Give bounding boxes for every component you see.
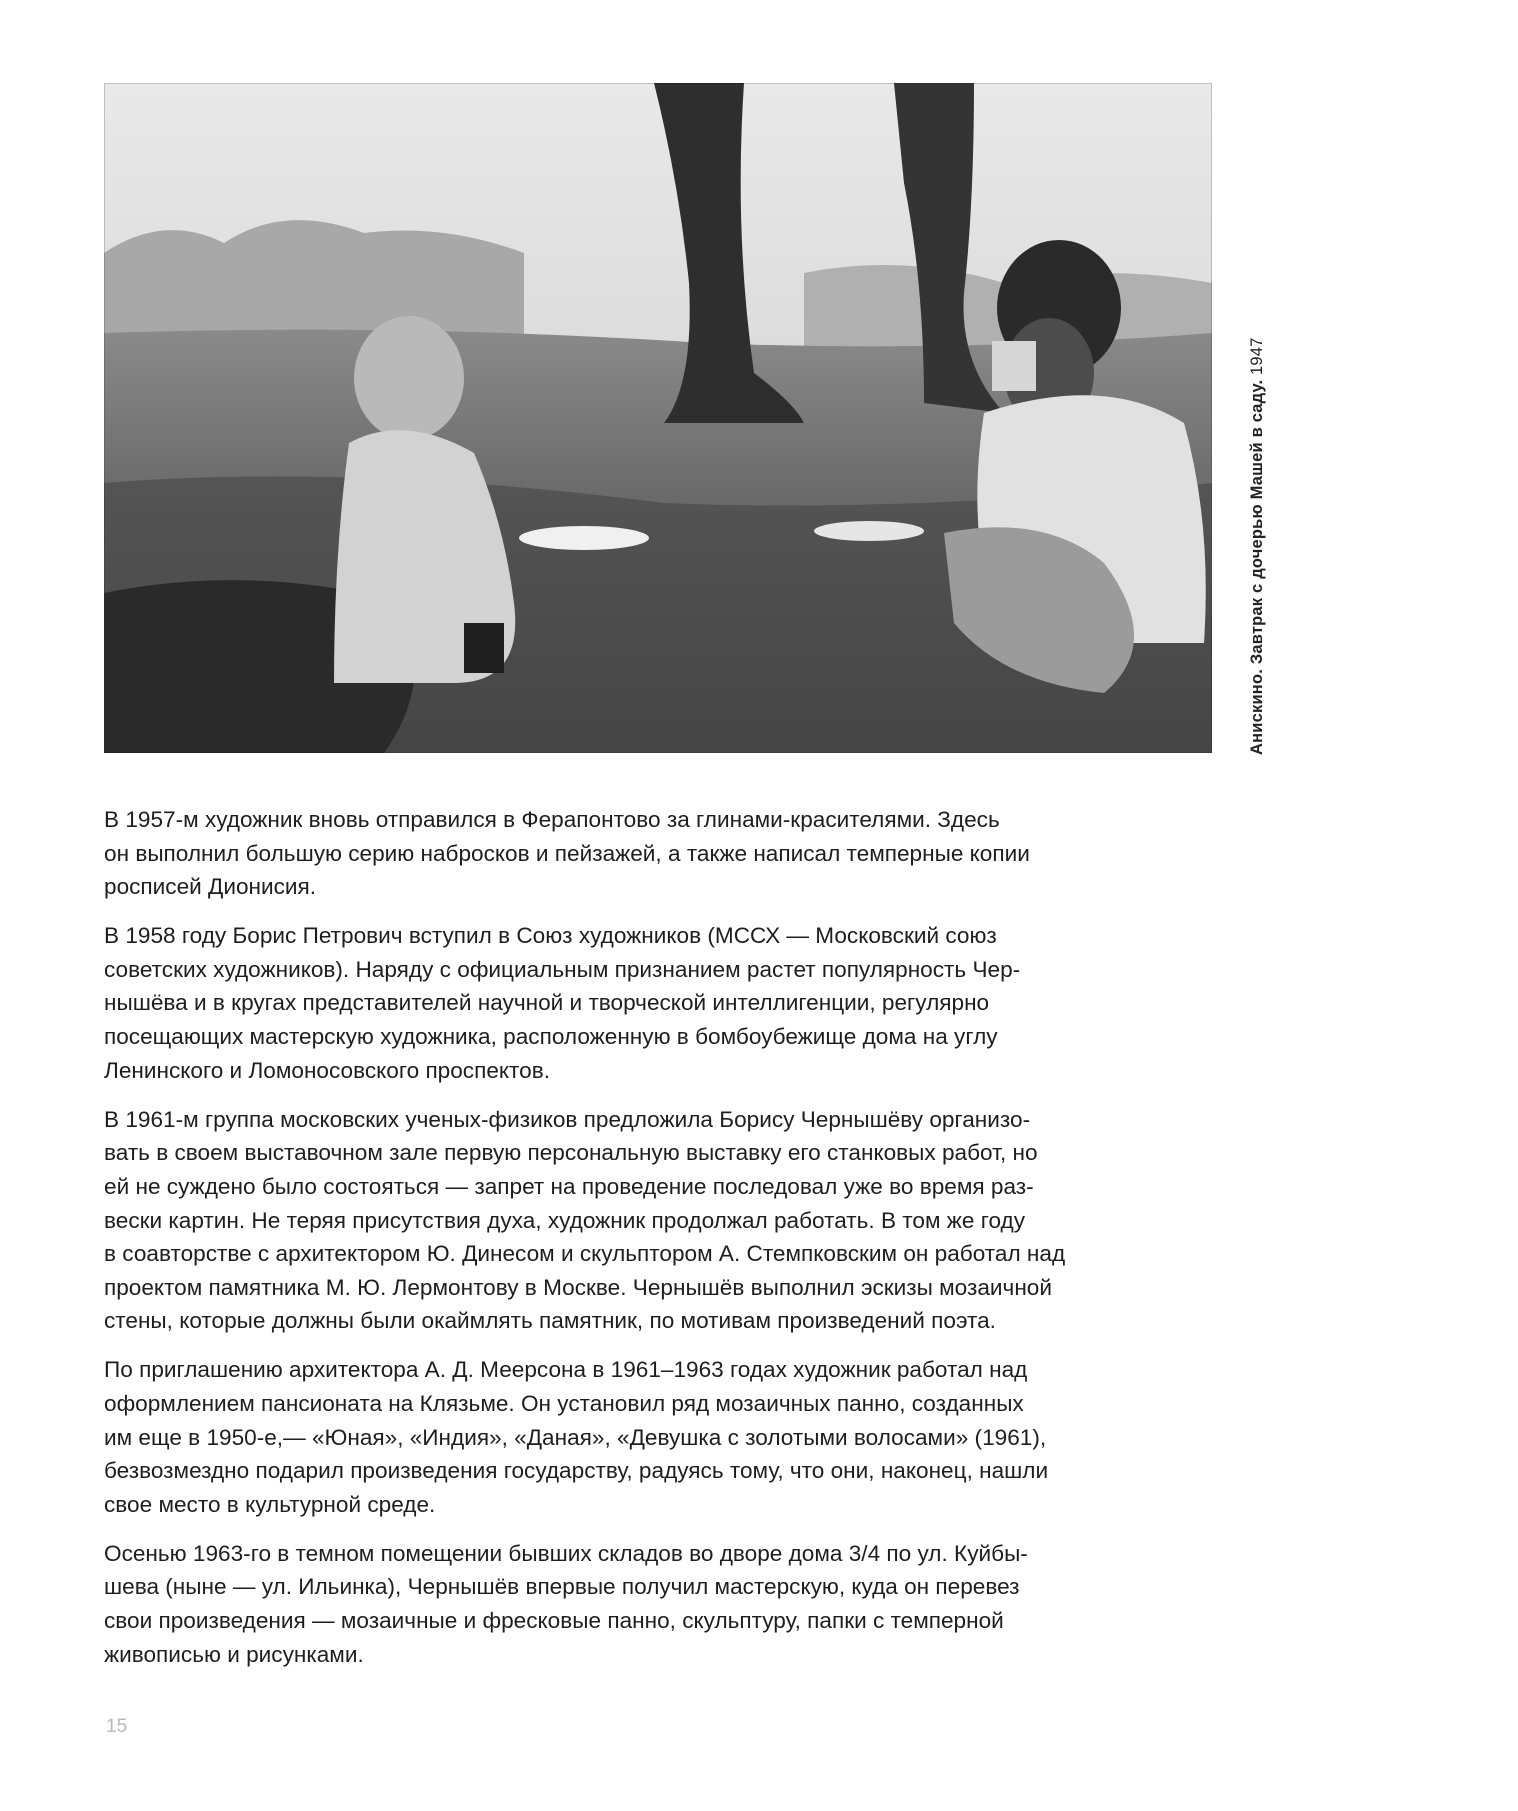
page-number: 15 [106, 1716, 128, 1737]
child-shoe [464, 623, 504, 673]
text-line: шева (ныне — ул. Ильинка), Чернышёв впервые получил мастерскую, куда он перевез [104, 1574, 1020, 1600]
text-line: советских художников). Наряду с официальным признанием растет популярность Чер- [104, 956, 1021, 982]
text-line: стены, которые должны были окаймлять памятник, по мотивам произведений поэта. [104, 1308, 996, 1334]
body-text [104, 803, 1214, 1687]
text-line: По приглашению архитектора А. Д. Меерсона в 1961–1963 годах художник работал над [104, 1357, 1028, 1383]
text-line: Осенью 1963-го в темном помещении бывших складов во дворе дома 3/4 по ул. Куйбы- [104, 1540, 1028, 1566]
text-line: В 1957-м художник вновь отправился в Ферапонтово за глинами-красителями. Здесь [104, 807, 1000, 832]
paragraph-5 [104, 1537, 1214, 1671]
plate [519, 526, 649, 550]
text-line: оформлением пансионата на Клязьме. Он установил ряд мозаичных панно, созданных [104, 1391, 1024, 1416]
text-line: В 1958 году Борис Петрович вступил в Союз художников (МССХ — Московский союз [104, 923, 997, 949]
text-line: свое место в культурной среде. [104, 1491, 436, 1517]
text-line: в соавторстве с архитектором Ю. Динесом и скульптором А. Стемпковским он работал над [104, 1241, 1066, 1267]
caption-year: 1947 [1248, 337, 1266, 375]
photo-scene [104, 83, 1212, 753]
text-line: вески картин. Не теряя присутствия духа, художник продолжал работать. В том же году [104, 1207, 1026, 1233]
mug [992, 341, 1036, 391]
text-line: он выполнил большую серию набросков и пейзажей, а также написал темперные копии [104, 840, 1030, 866]
paragraph-1 [104, 803, 1214, 904]
paragraph-3 [104, 1103, 1214, 1338]
paragraph-2 [104, 919, 1214, 1087]
photograph [104, 83, 1212, 753]
text-line: свои произведения — мозаичные и фресковые панно, скульптуру, папки с темперной [104, 1608, 1004, 1634]
photo-caption [1248, 337, 1267, 755]
text-line: проектом памятника М. Ю. Лермонтову в Москве. Чернышёв выполнил эскизы мозаичной [104, 1274, 1052, 1300]
text-line: посещающих мастерскую художника, расположенную в бомбоубежище дома на углу [104, 1024, 998, 1050]
text-line: им еще в 1950-е,— «Юная», «Индия», «Даная», «Девушка с золотыми волосами» (1961), [104, 1424, 1047, 1450]
child-hair [354, 316, 464, 440]
text-line: росписей Дионисия. [104, 874, 317, 900]
text-line: В 1961-м группа московских ученых-физиков предложила Борису Чернышёву организо- [104, 1106, 1031, 1132]
paragraph-4 [104, 1353, 1214, 1521]
text-line: ей не суждено было состояться — запрет на проведение последовал уже во время раз- [104, 1173, 1034, 1199]
distant-trees [104, 220, 524, 343]
text-line: нышёва и в кругах представителей научной и творческой интеллигенции, регулярно [104, 990, 990, 1016]
text-line: живописью и рисунками. [104, 1641, 364, 1667]
bowl [814, 521, 924, 541]
text-line: Ленинского и Ломоносовского проспектов. [104, 1057, 550, 1083]
text-line: безвозмездно подарил произведения государству, радуясь тому, что они, наконец, нашли [104, 1458, 1049, 1484]
caption-text: Анискино. Завтрак с дочерью Машей в саду. [1248, 379, 1266, 755]
text-line: вать в своем выставочном зале первую персональную выставку его станковых работ, но [104, 1140, 1038, 1166]
